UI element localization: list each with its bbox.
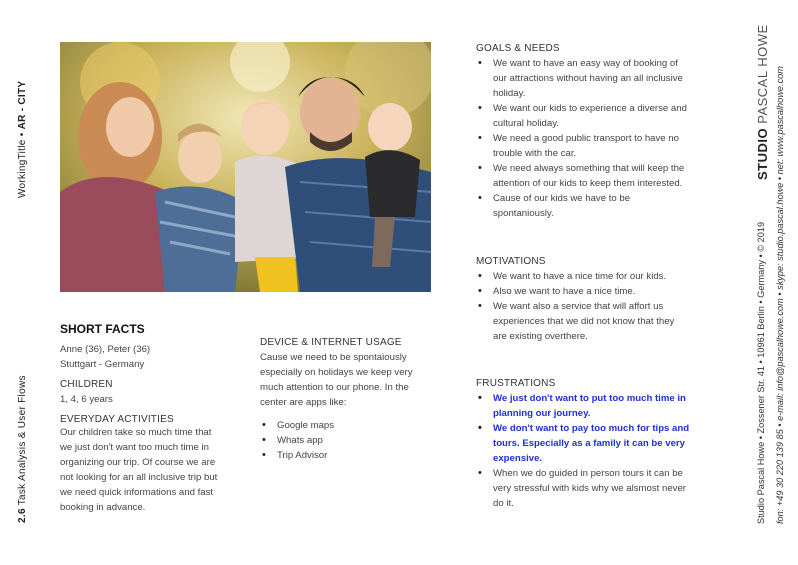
frustrations-section	[476, 378, 711, 511]
app-item: • Whats app	[260, 433, 445, 448]
brand-logo: STUDIO PASCAL HOWE	[755, 24, 770, 180]
goals-title: GOALS & NEEDS	[476, 43, 560, 54]
goals-section	[476, 43, 706, 221]
motivation-item: • We want also a service that will affort us experiences that we did not know that they are existing overthere.	[476, 299, 706, 344]
device-usage-section	[260, 337, 445, 463]
motivations-title: MOTIVATIONS	[476, 256, 546, 267]
short-facts-section	[60, 322, 240, 515]
device-usage-title: DEVICE & INTERNET USAGE	[260, 337, 402, 348]
left-rail-section: 2.6 Task Analysis & User Flows	[17, 375, 28, 523]
goal-item: • We need always something that will keep the attention of our kids to keep them interested.	[476, 161, 706, 191]
studio-address: Studio Pascal Howe • Zossener Str. 41 • 10961 Berlin • Germany • © 2019	[756, 221, 766, 524]
short-facts-title: SHORT FACTS	[60, 322, 145, 336]
left-rail-title: WorkingTitle • AR - CITY	[17, 80, 28, 198]
goal-item: • We want to have an easy way of booking of our attractions without having an all inclusive holiday.	[476, 56, 706, 101]
goal-item: • We want our kids to experience a diverse and cultural holiday.	[476, 101, 706, 131]
motivation-item: • We want to have a nice time for our kids.	[476, 269, 706, 284]
studio-contact: fon: +49 30 220 139 85 • e-mail: info@pascalhowe.com • skype: studio.pascal.howe • net: www.pascalhowe.com	[775, 66, 785, 524]
goal-item: • Cause of our kids we have to be spontaniously.	[476, 191, 706, 221]
goals-list	[476, 56, 706, 221]
frustrations-list	[476, 391, 711, 511]
app-item: • Google maps	[260, 418, 445, 433]
app-item: • Trip Advisor	[260, 448, 445, 463]
motivation-item: • Also we want to have a nice time.	[476, 284, 706, 299]
motivations-list	[476, 269, 706, 344]
persona-location: Stuttgart - Germany	[60, 359, 145, 370]
children-label: CHILDREN	[60, 379, 113, 390]
everyday-text: Our children take so much time that we just don't want too much time in organizing our trip. Of course we are not looking for an all inclusive trip but we need quick informations and fast booking in advance.	[60, 427, 218, 513]
everyday-label: EVERYDAY ACTIVITIES	[60, 414, 174, 425]
device-usage-text: Cause we need to be spontaiously especially on holidays we keep very much attention to our phone. In the center are apps like:	[260, 352, 413, 408]
goal-item: • We need a good public transport to have no trouble with the car.	[476, 131, 706, 161]
frustration-item: • When we do guided in person tours it can be very stressful with kids why we alsmost never do it.	[476, 466, 711, 511]
frustration-item-highlight: • We don't want to pay too much for tips and tours. Especially as a family it can be very expensive.	[476, 421, 711, 466]
frustration-item-highlight: • We just don't want to put too much time in planning our journey.	[476, 391, 711, 421]
family-photo-illustration	[60, 42, 431, 292]
family-photo	[60, 42, 431, 292]
frustrations-title: FRUSTRATIONS	[476, 378, 556, 389]
motivations-section	[476, 256, 706, 344]
app-list	[260, 418, 445, 463]
children-value: 1, 4, 6 years	[60, 394, 113, 405]
persona-names: Anne (36), Peter (36)	[60, 344, 151, 355]
